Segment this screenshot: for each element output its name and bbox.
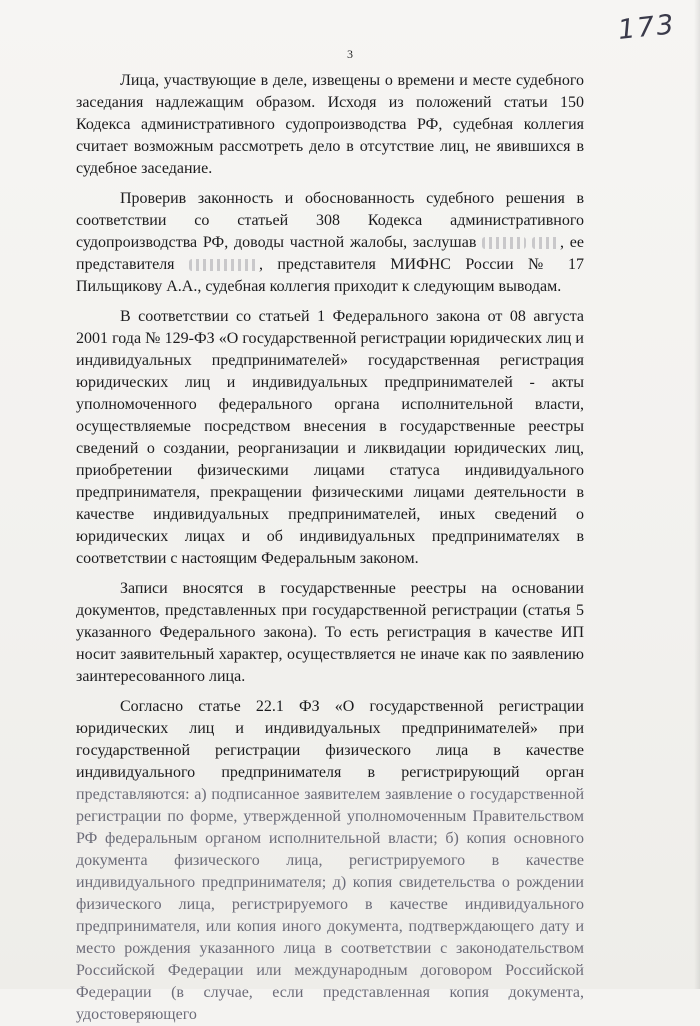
page-edge-shadow <box>694 0 700 989</box>
paragraph-5-faded-text: представляются: а) подписанное заявителем заявление о государственной регистрации по форме, утвержденной уполномоченным Правительством РФ федеральным органом исполнительной власти; б) копия основного документа физического лица, регистрируемого в качестве индивидуального предпринимателя; д) копия свидетельства о рождении физического лица, регистрируемого в качестве индивидуального предпринимателя, или копия иного документа, подтверждающего дату и место рождения указанного лица в соответствии с законодательством Российской Федерации или международным договором Российской Федерации (в случае, если представленная копия документа, удостоверяющего <box>76 786 584 1023</box>
redacted-name-2 <box>532 237 560 249</box>
redacted-name-1 <box>482 237 526 249</box>
paragraph-2-text-before: Проверив законность и обоснованность судебного решения в соответствии со статьей 308 Кодекса административного судопроизводства РФ, доводы частной жалобы, заслушав <box>76 190 584 251</box>
paragraph-2-text-mid: , ее представителя <box>76 234 585 273</box>
paragraph-5 <box>76 696 584 1026</box>
paragraph-5-text: Согласно статье 22.1 ФЗ «О государственной регистрации юридических лиц и индивидуальных предпринимателей» при государственной регистрации физического лица в качестве индивидуального предпринимателя в регистрирующий орган <box>76 698 584 781</box>
paragraph-1: Лица, участвующие в деле, извещены о времени и месте судебного заседания надлежащим образом. Исходя из положений статьи 150 Кодекса административного судопроизводства РФ, судебная коллегия считает возможным рассмотреть дело в отсутствие лиц, не явившихся в судебное заседание. <box>76 72 584 177</box>
handwritten-page-annotation: 173 <box>616 9 678 46</box>
paragraph-2-text-after: , представителя МИФНС России № 17 Пильщикову А.А., судебная коллегия приходит к следующим выводам. <box>76 256 585 295</box>
redacted-name-3 <box>189 259 259 271</box>
page-number: 3 <box>347 47 353 61</box>
paragraph-2 <box>76 188 584 298</box>
paragraph-4: Записи вносятся в государственные реестры на основании документов, представленных при государственной регистрации (статья 5 указанного Федерального закона). То есть регистрация в качестве ИП носит заявительный характер, осуществляется не иначе как по заявлению заинтересованного лица. <box>76 580 584 685</box>
document-body <box>76 70 584 1026</box>
paragraph-3: В соответствии со статьей 1 Федерального закона от 08 августа 2001 года № 129-ФЗ «О государственной регистрации юридических лиц и индивидуальных предпринимателей» государственная регистрация юридических лиц и индивидуальных предпринимателей - акты уполномоченного федерального органа исполнительной власти, осуществляемые посредством внесения в государственные реестры сведений о создании, реорганизации и ликвидации юридических лиц, приобретении физическими лицами статуса индивидуального предпринимателя, прекращении физическими лицами деятельности в качестве индивидуальных предпринимателей, иных сведений о юридических лицах и об индивидуальных предпринимателях в соответствии с настоящим Федеральным законом. <box>76 308 584 567</box>
